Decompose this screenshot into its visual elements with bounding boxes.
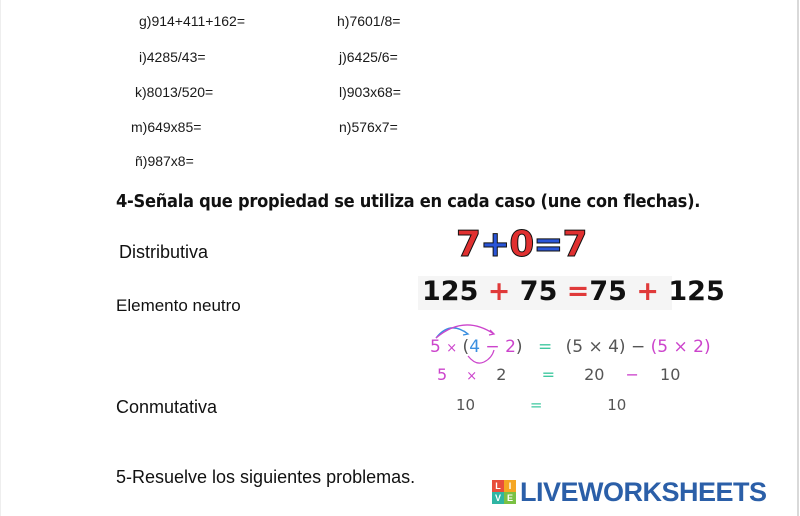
comm-plus-1: + (487, 276, 511, 307)
comm-equals: = (566, 276, 590, 307)
comm-b: 75 (510, 276, 567, 307)
exercise-m: m)649x85= (131, 119, 202, 135)
liveworksheets-logo-text: LIVEWORKSHEETS (520, 476, 767, 507)
exercise-k: k)8013/520= (135, 84, 214, 100)
comm-plus-2: + (636, 276, 659, 307)
property-elemento-neutro[interactable]: Elemento neutro (116, 296, 241, 315)
exercise-j: j)6425/6= (339, 49, 398, 65)
property-conmutativa[interactable]: Conmutativa (116, 397, 218, 417)
neutral-a: 7 (456, 224, 481, 265)
neutral-plus: + (480, 224, 510, 265)
exercise-ntilde: ñ)987x8= (135, 153, 194, 169)
comm-c: 75 (589, 276, 637, 307)
example-commutative[interactable] (418, 276, 725, 310)
liveworksheets-logo-icon: L I V E (492, 480, 516, 504)
exercise-l: l)903x68= (339, 84, 401, 100)
section4-heading: 4-Señala que propiedad se utiliza en cada caso (une con flechas). (116, 192, 701, 212)
comm-a: 125 (422, 276, 488, 307)
example-neutral-element[interactable] (456, 224, 587, 265)
neutral-equals: = (533, 224, 563, 265)
distributive-row-1: 5 × (4 − 2) = (5 × 4) − (5 × 2) (430, 337, 711, 357)
exercise-n: n)576x7= (339, 119, 398, 135)
neutral-b: 0 (509, 224, 534, 265)
neutral-c: 7 (562, 224, 587, 265)
exercise-g: g)914+411+162= (139, 13, 246, 29)
distributive-row-2: 5 × 2 = 20 − 10 (437, 365, 681, 384)
property-distributiva[interactable]: Distributiva (119, 242, 209, 262)
exercise-h: h)7601/8= (337, 13, 401, 29)
comm-d: 125 (659, 276, 725, 307)
liveworksheets-logo[interactable] (492, 476, 767, 508)
distributive-row-3: 10 = 10 (456, 396, 627, 414)
section5-heading: 5-Resuelve los siguientes problemas. (116, 467, 416, 487)
exercise-i: i)4285/43= (139, 49, 206, 65)
